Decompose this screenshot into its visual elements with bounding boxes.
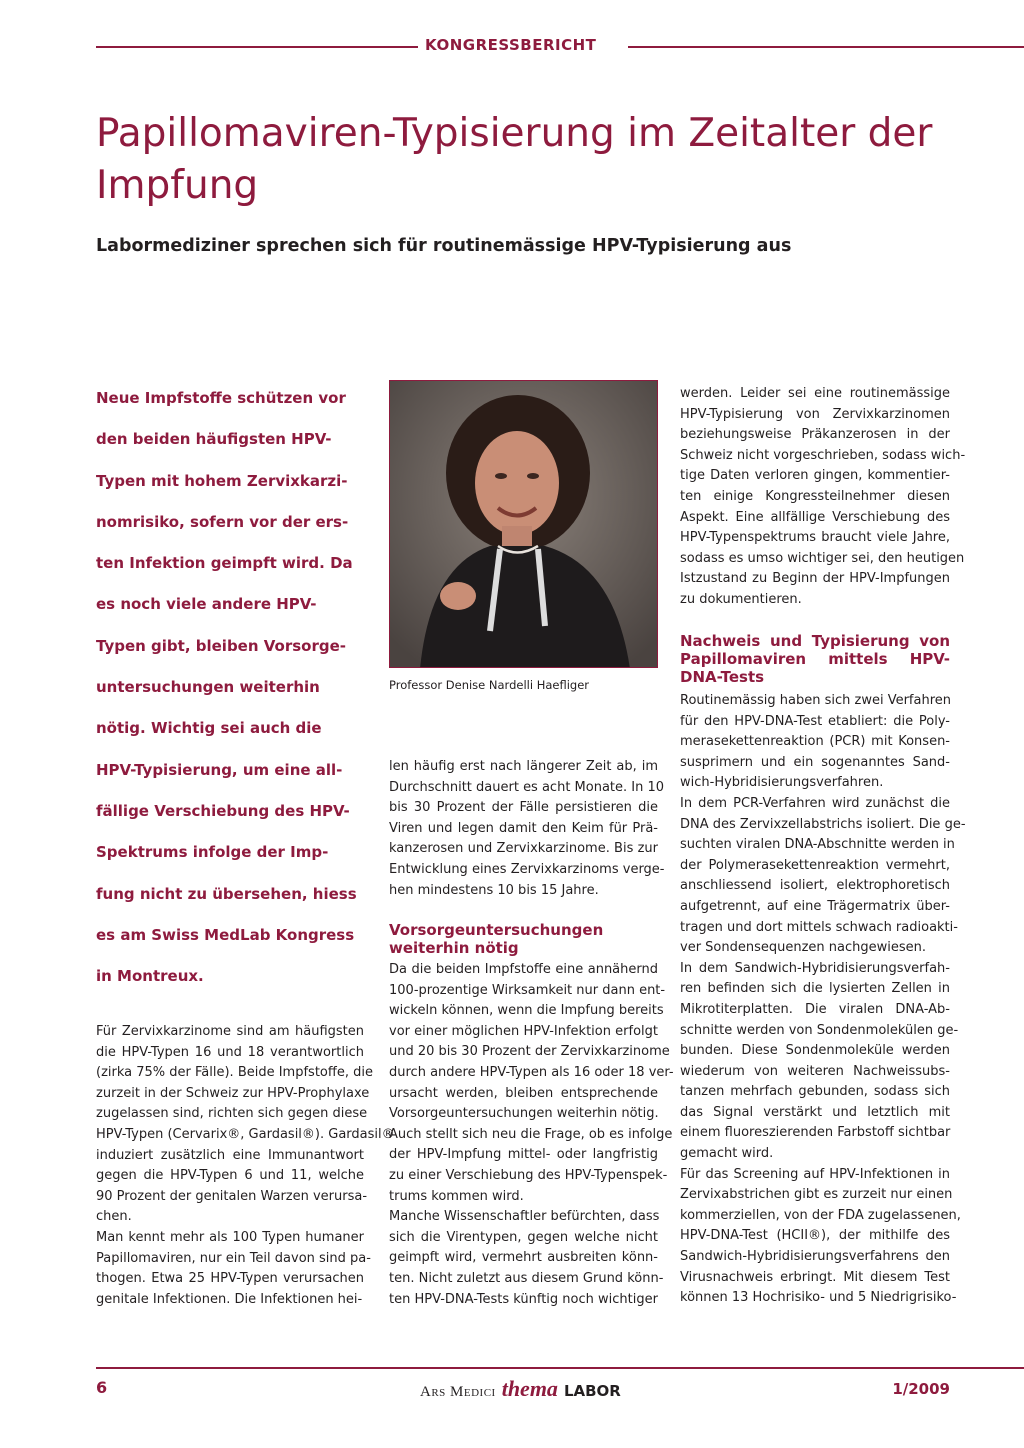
subhead-vorsorge: Vorsorgeuntersuchungen weiterhin nötig xyxy=(389,921,604,957)
lead-line: in Montreux. xyxy=(96,967,204,986)
body-line: Man kennt mehr als 100 Typen humaner xyxy=(96,1229,364,1245)
body-line: für den HPV-DNA-Test etabliert: die Poly- xyxy=(680,713,950,729)
body-line: zugelassen sind, richten sich gegen diese xyxy=(96,1106,368,1122)
lead-line: den beiden häufigsten HPV- xyxy=(96,430,332,449)
body-line: genitale Infektionen. Die Infektionen hei- xyxy=(96,1291,363,1307)
column-2-body xyxy=(389,960,674,1310)
body-line: ten. Nicht zuletzt aus diesem Grund könn- xyxy=(389,1270,664,1286)
brand-labor: LABOR xyxy=(563,1382,621,1400)
body-line: suchten viralen DNA-Abschnitte werden in xyxy=(680,837,955,853)
body-line: In dem PCR-Verfahren wird zunächst die xyxy=(680,795,950,811)
body-line: tragen und dort mittels schwach radioakti- xyxy=(680,919,958,935)
body-line: In dem Sandwich-Hybridisierungsverfah- xyxy=(680,960,950,976)
body-line: 90 Prozent der genitalen Warzen verursa- xyxy=(96,1188,368,1204)
lead-line: Typen gibt, bleiben Vorsorge- xyxy=(96,636,347,655)
portrait-image xyxy=(390,381,658,668)
body-line: zu dokumentieren. xyxy=(680,591,802,607)
lead-line: nomrisiko, sofern vor der ers- xyxy=(96,512,349,531)
body-line: Auch stellt sich neu die Frage, ob es infolge xyxy=(389,1126,673,1142)
column-3-section xyxy=(680,632,966,1309)
body-line: zu einer Verschiebung des HPV-Typenspek- xyxy=(389,1167,668,1183)
body-line: Entwicklung eines Zervixkarzinoms verge- xyxy=(389,861,665,877)
header-rule-right xyxy=(628,46,1024,48)
lead-line: Neue Impfstoffe schützen vor xyxy=(96,389,346,407)
lead-line: es noch viele andere HPV- xyxy=(96,595,317,614)
brand-name: Ars Medici xyxy=(420,1384,496,1400)
body-line: HPV-Typisierung von Zervixkarzinomen xyxy=(680,406,950,422)
column-2-top xyxy=(389,757,665,901)
body-line: HPV-Typen (Cervarix®, Gardasil®). Gardasil® xyxy=(96,1126,395,1142)
body-line: kanzerosen und Zervixkarzinome. Bis zur xyxy=(389,841,658,857)
body-line: Viren und legen damit den Keim für Prä- xyxy=(389,820,658,836)
body-line: beziehungsweise Präkanzerosen in der xyxy=(680,427,950,443)
lead-line: fällige Verschiebung des HPV- xyxy=(96,801,350,820)
body-line: Manche Wissenschaftler befürchten, dass xyxy=(389,1209,660,1225)
lead-line: HPV-Typisierung, um eine all- xyxy=(96,760,343,779)
body-line: Mikrotiterplatten. Die viralen DNA-Ab- xyxy=(680,1001,950,1017)
header-rule-left xyxy=(96,46,418,48)
body-line: anschliessend isoliert, elektrophoretisch xyxy=(680,878,950,894)
column-1-body xyxy=(96,1022,395,1310)
body-line: zurzeit in der Schweiz zur HPV-Prophylaxe xyxy=(96,1085,370,1101)
publication-logo xyxy=(420,1376,621,1400)
column-3-body xyxy=(680,691,966,1309)
body-line: durch andere HPV-Typen als 16 oder 18 ver- xyxy=(389,1064,674,1080)
body-line: Istzustand zu Beginn der HPV-Impfungen xyxy=(680,571,950,587)
body-line: bis 30 Prozent der Fälle persistieren die xyxy=(389,800,658,816)
body-line: Routinemässig haben sich zwei Verfahren xyxy=(680,693,951,708)
body-line: der Polymerasekettenreaktion vermehrt, xyxy=(680,857,950,873)
body-line: Sandwich-Hybridisierungsverfahrens den xyxy=(680,1249,950,1265)
body-line: bunden. Diese Sondenmoleküle werden xyxy=(680,1043,950,1059)
body-line: werden. Leider sei eine routinemässige xyxy=(680,386,950,401)
body-line: ursacht werden, bleiben entsprechende xyxy=(389,1085,658,1101)
photo-caption: Professor Denise Nardelli Haefliger xyxy=(389,678,590,692)
body-line: HPV-DNA-Test (HCII®), der mithilfe des xyxy=(680,1228,950,1244)
body-line: aufgetrennt, auf eine Trägermatrix über- xyxy=(680,898,950,914)
body-line: Virusnachweis erbringt. Mit diesem Test xyxy=(680,1269,950,1285)
lead-paragraph xyxy=(96,378,366,997)
body-line: die HPV-Typen 16 und 18 verantwortlich xyxy=(96,1044,364,1060)
lead-line: untersuchungen weiterhin xyxy=(96,678,320,697)
article-subtitle: Labormediziner sprechen sich für routinemässige HPV-Typisierung aus xyxy=(96,236,792,256)
body-line: trums kommen wird. xyxy=(389,1188,524,1204)
lead-line: Typen mit hohem Zervixkarzi- xyxy=(96,471,348,490)
body-line: sodass es umso wichtiger sei, den heutigen xyxy=(680,550,965,566)
body-line: ten einige Kongressteilnehmer diesen xyxy=(680,488,950,504)
body-line: wich-Hybridisierungsverfahren. xyxy=(680,775,884,791)
body-line: Zervixabstrichen gibt es zurzeit nur einen xyxy=(680,1187,953,1203)
lead-line: fung nicht zu übersehen, hiess xyxy=(96,884,357,903)
portrait-photo xyxy=(389,380,658,668)
body-line: wickeln können, wenn die Impfung bereits xyxy=(389,1003,664,1019)
body-line: Vorsorgeuntersuchungen weiterhin nötig. xyxy=(389,1106,659,1122)
body-line: und 20 bis 30 Prozent der Zervixkarzinome xyxy=(389,1044,670,1060)
body-line: tige Daten verloren gingen, kommentier- xyxy=(680,468,950,484)
body-line: wiederum von weiteren Nachweissubs- xyxy=(680,1063,950,1079)
article-title: Papillomaviren-Typisierung im Zeitalter der Impfung xyxy=(96,111,933,208)
body-line: einem fluoreszierenden Farbstoff sichtbar xyxy=(680,1125,951,1141)
body-line: können 13 Hochrisiko- und 5 Niedrigrisiko- xyxy=(680,1290,957,1306)
brand-thema: thema xyxy=(501,1376,558,1401)
body-line: induziert zusätzlich eine Immunantwort xyxy=(96,1147,364,1163)
body-line: Aspekt. Eine allfällige Verschiebung des xyxy=(680,509,950,525)
column-3-top xyxy=(680,384,966,611)
body-line: ren befinden sich die lysierten Zellen in xyxy=(680,981,950,997)
body-line: ver Sondensequenzen nachgewiesen. xyxy=(680,940,927,956)
body-line: susprimern und ein sogenanntes Sand- xyxy=(680,754,950,770)
body-line: Für das Screening auf HPV-Infektionen in xyxy=(680,1166,950,1182)
body-line: geimpft wird, vermehrt ausbreiten könn- xyxy=(389,1250,658,1266)
body-line: Papillomaviren, nur ein Teil davon sind pa- xyxy=(96,1250,371,1266)
lead-line: Spektrums infolge der Imp- xyxy=(96,843,329,862)
body-line: len häufig erst nach längerer Zeit ab, im xyxy=(389,759,658,774)
body-line: vor einer möglichen HPV-Infektion erfolgt xyxy=(389,1023,658,1039)
body-line: das Signal verstärkt und letztlich mit xyxy=(680,1104,950,1120)
footer-rule xyxy=(96,1367,1024,1369)
body-line: gegen die HPV-Typen 6 und 11, welche xyxy=(96,1168,364,1184)
issue-number: 1/2009 xyxy=(892,1380,950,1398)
section-label: KONGRESSBERICHT xyxy=(425,36,597,54)
lead-line: es am Swiss MedLab Kongress xyxy=(96,925,355,944)
body-line: kommerziellen, von der FDA zugelassenen, xyxy=(680,1207,961,1223)
body-line: hen mindestens 10 bis 15 Jahre. xyxy=(389,882,599,898)
body-line: Schweiz nicht vorgeschrieben, sodass wich- xyxy=(680,447,966,463)
body-line: DNA des Zervixzellabstrichs isoliert. Die ge- xyxy=(680,816,966,832)
body-line: Für Zervixkarzinome sind am häufigsten xyxy=(96,1024,364,1039)
body-line: merasekettenreaktion (PCR) mit Konsen- xyxy=(680,734,950,750)
body-line: 100-prozentige Wirksamkeit nur dann ent- xyxy=(389,982,666,998)
body-line: ten HPV-DNA-Tests künftig noch wichtiger xyxy=(389,1291,658,1307)
column-2-section xyxy=(389,921,674,1310)
body-line: thogen. Etwa 25 HPV-Typen verursachen xyxy=(96,1271,364,1287)
body-line: Durchschnitt dauert es acht Monate. In 10 xyxy=(389,779,665,795)
body-line: gemacht wird. xyxy=(680,1146,774,1162)
body-line: (zirka 75% der Fälle). Beide Impfstoffe, die xyxy=(96,1065,373,1081)
subhead-nachweis: Nachweis und Typisierung von Papillomaviren mittels HPV-DNA-Tests xyxy=(680,632,950,686)
body-line: tanzen mehrfach gebunden, sodass sich xyxy=(680,1084,950,1100)
body-line: schnitte werden von Sondenmolekülen ge- xyxy=(680,1022,959,1038)
lead-line: nötig. Wichtig sei auch die xyxy=(96,719,322,738)
body-line: der HPV-Impfung mittel- oder langfristig xyxy=(389,1147,658,1163)
body-line: chen. xyxy=(96,1209,132,1225)
page-number: 6 xyxy=(96,1378,108,1397)
body-line: HPV-Typenspektrums braucht viele Jahre, xyxy=(680,530,950,546)
body-line: Da die beiden Impfstoffe eine annähernd xyxy=(389,962,658,977)
lead-line: ten Infektion geimpft wird. Da xyxy=(96,554,353,573)
body-line: sich die Virentypen, gegen welche nicht xyxy=(389,1229,658,1245)
